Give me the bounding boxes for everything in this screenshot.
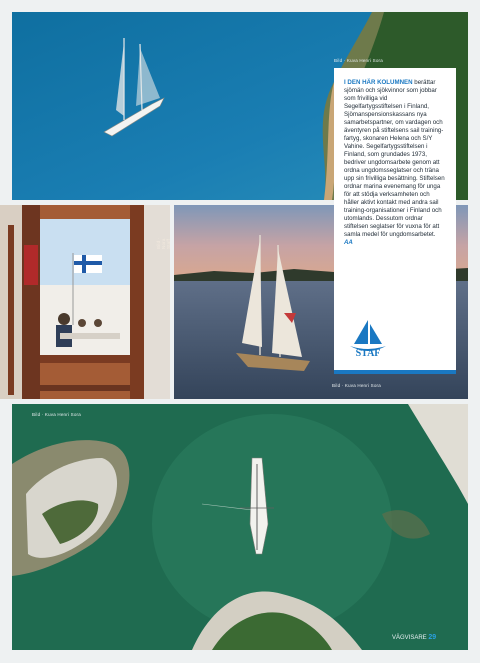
- photo-credit: Bild · Nora Staff: [156, 237, 171, 249]
- staf-logo-text: STAF: [355, 348, 381, 359]
- photo-credit: Bild · Kuva Henri Sora: [32, 412, 81, 417]
- author-signature: AA: [344, 239, 353, 247]
- article-body: berättar sjömän och sjökvinnor som jobbar som frivilliga vid Segelfartygsstiftelsen i Finland, Sjömanspensionskassans nya samarbetspartner, om vardagen och äventyren på stiftelsens sail training-fartyg, skonaren Helena och S/Y Vahine. Segelfartygsstiftelsen i Finland, som grundades 1973, bedriver ungdomsarbete genom att ordna ungdomsseglatser och träna upp sin frivilliga besättning. Stiftelsen ordnar marina evenemang för unga för att stödja verksamheten och håller aktivt kontakt med andra sail training-organisationer i Finland och utomlands. Dessutom ordnar stiftelsen seglatser för vuxna för att samla medel för ungdomsarbetet.: [344, 79, 445, 239]
- photo-credit: Bild · Kuva Henri Sora: [334, 58, 383, 63]
- photo-cabin-interior: [0, 205, 170, 399]
- article-sidebar: [334, 68, 456, 374]
- photo-credit: Bild · Kuva Henri Sora: [332, 383, 381, 388]
- page-footer: [392, 634, 436, 641]
- staf-logo: [346, 314, 390, 362]
- article-lead: I DEN HÄR KOLUMNEN: [344, 79, 413, 86]
- article-paragraph: [344, 79, 446, 247]
- accent-bar: [334, 370, 456, 374]
- photo-bay-aerial: [12, 404, 468, 650]
- magazine-name: VÄGVISARE: [392, 635, 427, 641]
- page-number: 29: [428, 634, 437, 641]
